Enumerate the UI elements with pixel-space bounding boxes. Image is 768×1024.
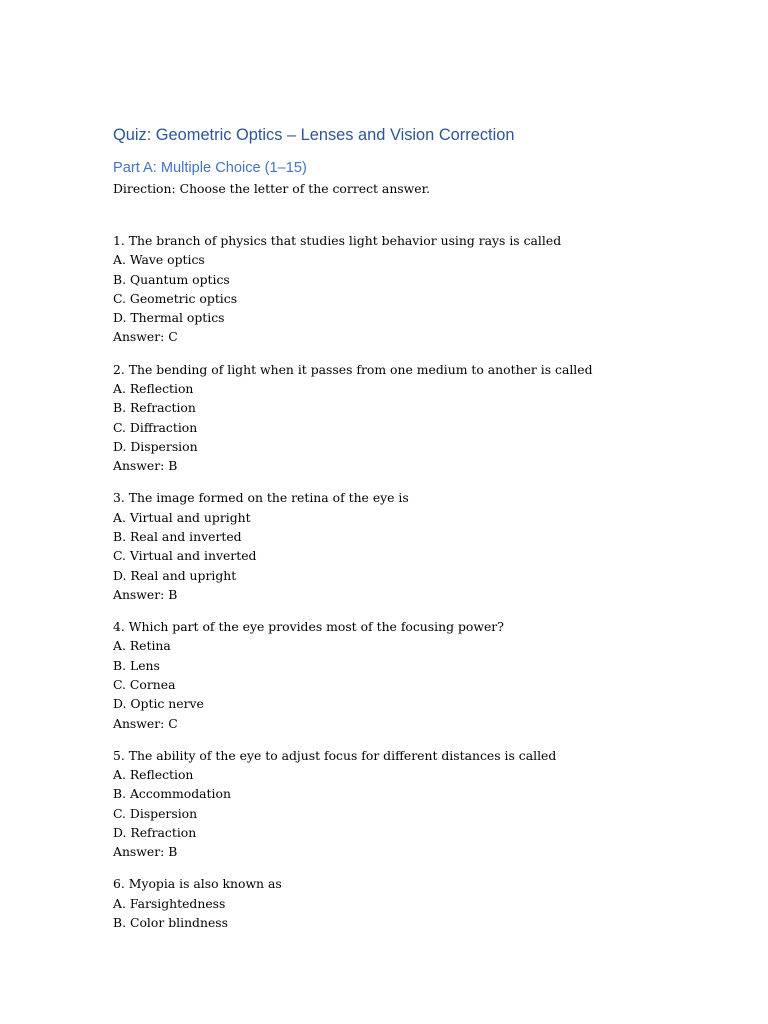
answer-option: D. Dispersion bbox=[113, 438, 198, 454]
question-item bbox=[113, 617, 733, 733]
answer-key: Answer: C bbox=[113, 329, 178, 345]
answer-option: B. Refraction bbox=[113, 400, 196, 416]
answer-option: B. Color blindness bbox=[113, 914, 229, 930]
answer-option: A. Virtual and upright bbox=[113, 509, 251, 525]
answer-option: B. Real and inverted bbox=[113, 528, 242, 544]
answer-option: D. Thermal optics bbox=[113, 310, 225, 326]
question-text: 3. The image formed on the retina of the eye is bbox=[113, 490, 409, 506]
question-text: 2. The bending of light when it passes from one medium to another is called bbox=[113, 361, 593, 377]
answer-key: Answer: C bbox=[113, 715, 178, 731]
direction-text: Direction: Choose the letter of the correct answer. bbox=[113, 181, 431, 196]
answer-option: B. Accommodation bbox=[113, 786, 231, 802]
question-text: 1. The branch of physics that studies light behavior using rays is called bbox=[113, 233, 562, 248]
question-item bbox=[113, 231, 733, 347]
answer-option: C. Geometric optics bbox=[113, 290, 238, 306]
question-text: 5. The ability of the eye to adjust focus for different distances is called bbox=[113, 747, 557, 763]
answer-option: A. Reflection bbox=[113, 766, 194, 782]
answer-option: A. Farsightedness bbox=[113, 895, 226, 911]
question-item bbox=[113, 360, 733, 476]
question-item bbox=[113, 746, 733, 862]
answer-key: Answer: B bbox=[113, 586, 178, 602]
answer-option: D. Real and upright bbox=[113, 567, 237, 583]
answer-option: B. Lens bbox=[113, 657, 160, 673]
question-list bbox=[113, 231, 733, 932]
answer-option: D. Refraction bbox=[113, 824, 197, 840]
question-item bbox=[113, 874, 733, 932]
answer-option: C. Dispersion bbox=[113, 805, 198, 821]
answer-option: A. Retina bbox=[113, 638, 171, 654]
answer-option: D. Optic nerve bbox=[113, 696, 204, 712]
document-page bbox=[113, 122, 733, 945]
answer-option: A. Wave optics bbox=[113, 252, 205, 268]
question-text: 4. Which part of the eye provides most of the focusing power? bbox=[113, 619, 504, 635]
question-item bbox=[113, 488, 733, 604]
answer-option: C. Virtual and inverted bbox=[113, 548, 257, 564]
part-a-heading: Part A: Multiple Choice (1–15) bbox=[113, 160, 307, 176]
answer-option: C. Cornea bbox=[113, 676, 176, 692]
answer-option: C. Diffraction bbox=[113, 419, 198, 435]
question-text: 6. Myopia is also known as bbox=[113, 876, 282, 892]
answer-option: B. Quantum optics bbox=[113, 271, 230, 287]
answer-key: Answer: B bbox=[113, 458, 178, 474]
quiz-title: Quiz: Geometric Optics – Lenses and Vision Correction bbox=[113, 126, 515, 144]
answer-option: A. Reflection bbox=[113, 380, 194, 396]
answer-key: Answer: B bbox=[113, 844, 178, 860]
